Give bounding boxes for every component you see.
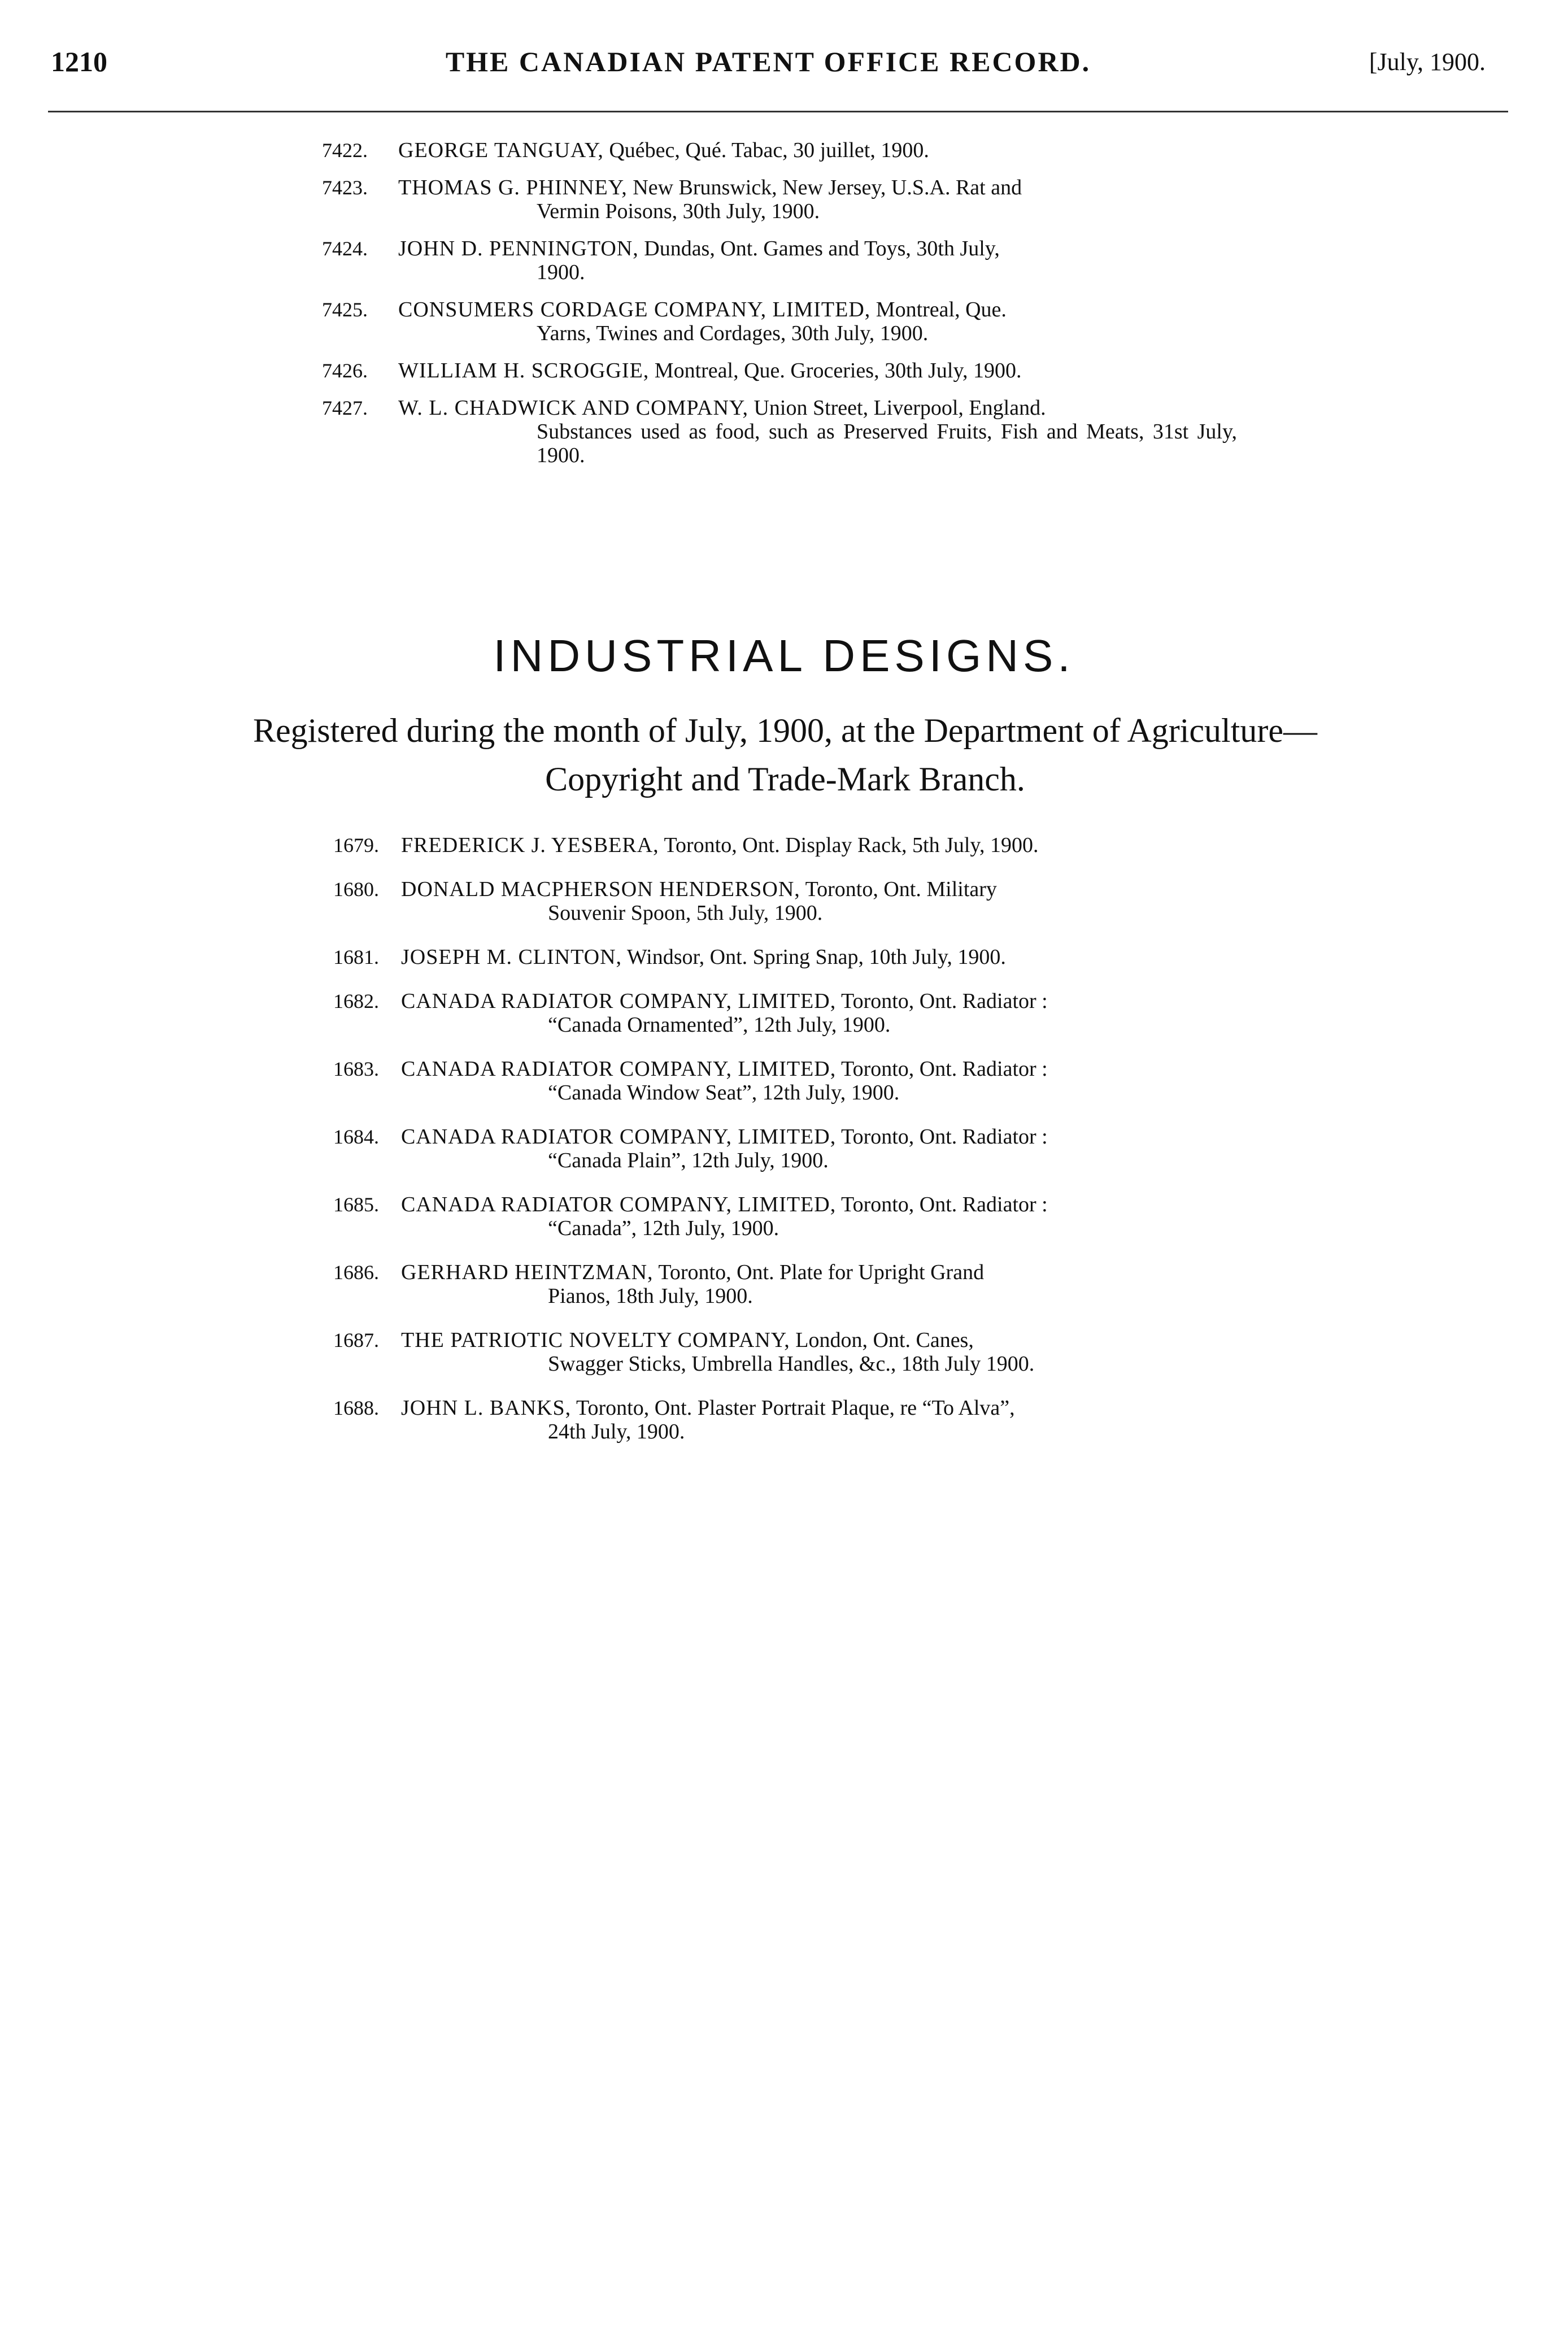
trademark-entry bbox=[322, 138, 1237, 162]
entry-continuation: Pianos, 18th July, 1900. bbox=[548, 1284, 753, 1308]
trademark-entry bbox=[322, 359, 1237, 382]
registrant-name: CANADA RADIATOR COMPANY, LIMITED, bbox=[401, 989, 837, 1013]
entry-details: Montreal, Que. Groceries, 30th July, 1900. bbox=[649, 359, 1022, 382]
trademark-list bbox=[322, 138, 1237, 481]
entry-continuation: “Canada Plain”, 12th July, 1900. bbox=[548, 1149, 829, 1172]
entry-details: Toronto, Ont. Radiator : bbox=[836, 1125, 1048, 1149]
entry-number: 7427. bbox=[322, 397, 368, 419]
section-subtitle-line2: Copyright and Trade-Mark Branch. bbox=[545, 760, 1025, 798]
section-subtitle-line1: Registered during the month of July, 1900, at the Department of Agriculture— bbox=[252, 712, 1318, 749]
entry-number: 1680. bbox=[333, 878, 379, 901]
entry-continuation: “Canada Ornamented”, 12th July, 1900. bbox=[548, 1013, 891, 1037]
trademark-entry bbox=[322, 298, 1237, 345]
entry-number: 7423. bbox=[322, 176, 368, 199]
registrant-name: JOHN D. PENNINGTON, bbox=[398, 237, 639, 260]
entry-details: London, Ont. Canes, bbox=[790, 1328, 974, 1352]
trademark-entry bbox=[322, 396, 1237, 467]
entry-number: 7425. bbox=[322, 298, 368, 321]
registrant-name: W. L. CHADWICK AND COMPANY, bbox=[398, 396, 748, 420]
entry-details: Toronto, Ont. Plaster Portrait Plaque, re “To Alva”, bbox=[571, 1396, 1015, 1420]
registrant-name: CONSUMERS CORDAGE COMPANY, LIMITED, bbox=[398, 298, 871, 321]
registrant-name: FREDERICK J. YESBERA, bbox=[401, 833, 659, 857]
entry-details: Toronto, Ont. Military bbox=[800, 877, 997, 901]
design-entry bbox=[333, 1260, 1248, 1308]
section-subtitle bbox=[96, 706, 1474, 803]
issue-date: [July, 1900. bbox=[1369, 48, 1486, 76]
entry-continuation: Vermin Poisons, 30th July, 1900. bbox=[537, 199, 820, 223]
entry-number: 1684. bbox=[333, 1125, 379, 1148]
entry-continuation: 1900. bbox=[537, 260, 585, 284]
entry-details: Toronto, Ont. Radiator : bbox=[836, 989, 1048, 1013]
design-entry bbox=[333, 1328, 1248, 1376]
registrant-name: CANADA RADIATOR COMPANY, LIMITED, bbox=[401, 1057, 837, 1081]
section-title: INDUSTRIAL DESIGNS. bbox=[493, 631, 1075, 681]
registrant-name: GERHARD HEINTZMAN, bbox=[401, 1260, 654, 1284]
entry-continuation: Yarns, Twines and Cordages, 30th July, 1900. bbox=[537, 321, 929, 345]
entry-details: Montreal, Que. bbox=[870, 298, 1007, 321]
entry-number: 1685. bbox=[333, 1193, 379, 1216]
entry-number: 1686. bbox=[333, 1261, 379, 1284]
entry-continuation: “Canada”, 12th July, 1900. bbox=[548, 1216, 779, 1240]
entry-continuation: “Canada Window Seat”, 12th July, 1900. bbox=[548, 1081, 900, 1105]
registrant-name: CANADA RADIATOR COMPANY, LIMITED, bbox=[401, 1193, 837, 1216]
registrant-name: THOMAS G. PHINNEY, bbox=[398, 176, 628, 199]
entry-number: 1682. bbox=[333, 990, 379, 1012]
entry-number: 7422. bbox=[322, 139, 368, 162]
entry-details: Québec, Qué. Tabac, 30 juillet, 1900. bbox=[603, 138, 929, 162]
entry-continuation: 24th July, 1900. bbox=[548, 1420, 685, 1444]
design-entry bbox=[333, 1193, 1248, 1240]
design-list bbox=[333, 833, 1248, 1464]
trademark-entry bbox=[322, 237, 1237, 284]
entry-number: 1683. bbox=[333, 1058, 379, 1080]
entry-details: Toronto, Ont. Radiator : bbox=[836, 1193, 1048, 1216]
registrant-name: THE PATRIOTIC NOVELTY COMPANY, bbox=[401, 1328, 790, 1352]
entry-details: Dundas, Ont. Games and Toys, 30th July, bbox=[638, 237, 1000, 260]
entry-number: 1679. bbox=[333, 834, 379, 857]
registrant-name: GEORGE TANGUAY, bbox=[398, 138, 604, 162]
entry-details: Toronto, Ont. Plate for Upright Grand bbox=[653, 1260, 985, 1284]
entry-continuation: Swagger Sticks, Umbrella Handles, &c., 18th July 1900. bbox=[548, 1352, 1035, 1376]
design-entry bbox=[333, 989, 1248, 1037]
design-entry bbox=[333, 877, 1248, 925]
journal-title: THE CANADIAN PATENT OFFICE RECORD. bbox=[445, 46, 1091, 77]
entry-details: Union Street, Liverpool, England. bbox=[748, 396, 1046, 420]
registrant-name: JOSEPH M. CLINTON, bbox=[401, 945, 622, 969]
entry-details: Toronto, Ont. Radiator : bbox=[836, 1057, 1048, 1081]
design-entry bbox=[333, 1125, 1248, 1172]
entry-number: 1687. bbox=[333, 1329, 379, 1351]
entry-continuation: Substances used as food, such as Preserved Fruits, Fish and Meats, 31st July, 1900. bbox=[537, 420, 1237, 467]
registrant-name: CANADA RADIATOR COMPANY, LIMITED, bbox=[401, 1125, 837, 1149]
entry-details: Windsor, Ont. Spring Snap, 10th July, 1900. bbox=[622, 945, 1006, 969]
design-entry bbox=[333, 833, 1248, 857]
registrant-name: WILLIAM H. SCROGGIE, bbox=[398, 359, 650, 382]
entry-details: New Brunswick, New Jersey, U.S.A. Rat and bbox=[627, 176, 1022, 199]
trademark-entry bbox=[322, 176, 1237, 223]
entry-continuation: Souvenir Spoon, 5th July, 1900. bbox=[548, 901, 823, 925]
entry-number: 7426. bbox=[322, 359, 368, 382]
design-entry bbox=[333, 1057, 1248, 1105]
design-entry bbox=[333, 945, 1248, 969]
design-entry bbox=[333, 1396, 1248, 1444]
entry-number: 7424. bbox=[322, 237, 368, 260]
header-rule bbox=[48, 111, 1508, 112]
entry-details: Toronto, Ont. Display Rack, 5th July, 1900. bbox=[659, 833, 1039, 857]
page-number: 1210 bbox=[51, 46, 107, 77]
page-header bbox=[51, 45, 1486, 90]
entry-number: 1688. bbox=[333, 1397, 379, 1419]
registrant-name: JOHN L. BANKS, bbox=[401, 1396, 572, 1420]
registrant-name: DONALD MACPHERSON HENDERSON, bbox=[401, 877, 800, 901]
entry-number: 1681. bbox=[333, 946, 379, 968]
